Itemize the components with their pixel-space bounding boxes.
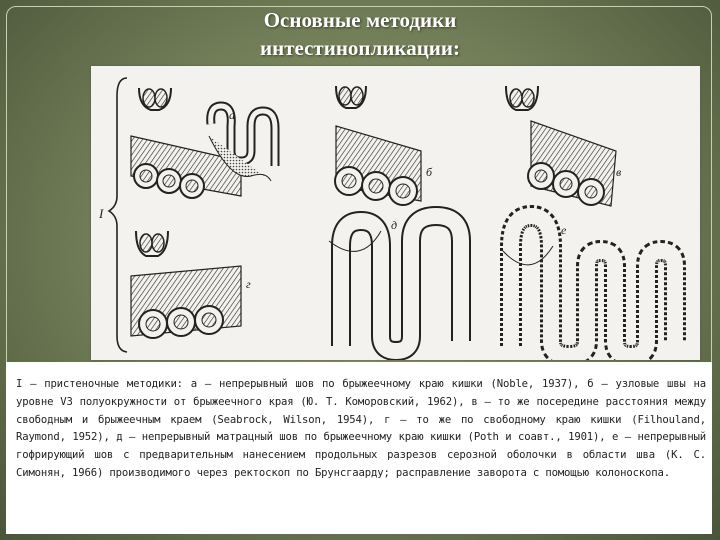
cross-section-b [336,86,366,108]
cross-section-a [139,88,171,110]
panel-e [503,216,675,356]
group-bracket [98,78,127,352]
panel-b-label: б [426,165,433,179]
panel-b [335,86,433,205]
title-line-1: Основные методики [263,8,457,32]
figure-drawing [91,66,700,360]
bundle-g [131,266,241,338]
bundle-v [528,121,616,206]
cross-section-g [136,231,168,256]
panel-g-label: г [246,277,251,291]
panel-d [329,216,461,351]
panel-a-label: а [229,108,235,122]
figure-caption: I — пристеночные методики: а — непрерывный шов по брыжеечному краю кишки (Noble, 1937), б — узловые швы на уровне V3 полуокружности от брыжеечного края (Ю. Т. Коморовский, 1962), в — то же посередине расстояния между свободным и брыжеечным краем (Seabrock, Wilson, 1954), г — то же по свободному краю кишки (Filhouland, Raymond, 1952), д — непрерывный матрацный шов по брыжеечному краю кишки (Poth и соавт., 1901), е — непрерывный гофрирующий шов с предварительным нанесением продольных разрезов серозной оболочки в области шва (К. С. Симонян, 1966) производимого через ректоскоп по Брунсгаарду; расправление заворота с помощью колоноскопа. [6,362,712,534]
cross-section-v [506,86,538,110]
intestinal-plication-figure [91,66,700,360]
bundle-b [335,126,421,205]
title-line-2: интестинопликации: [260,36,460,60]
panel-a [131,88,275,198]
bracket-label: I [99,206,104,221]
panel-v-label: в [616,165,622,179]
panel-d-label: д [391,218,398,232]
slide-title [0,6,720,62]
bundle-a [131,136,241,198]
panel-g [131,231,251,338]
panel-e-label: е [561,223,567,237]
panel-v [506,86,621,206]
